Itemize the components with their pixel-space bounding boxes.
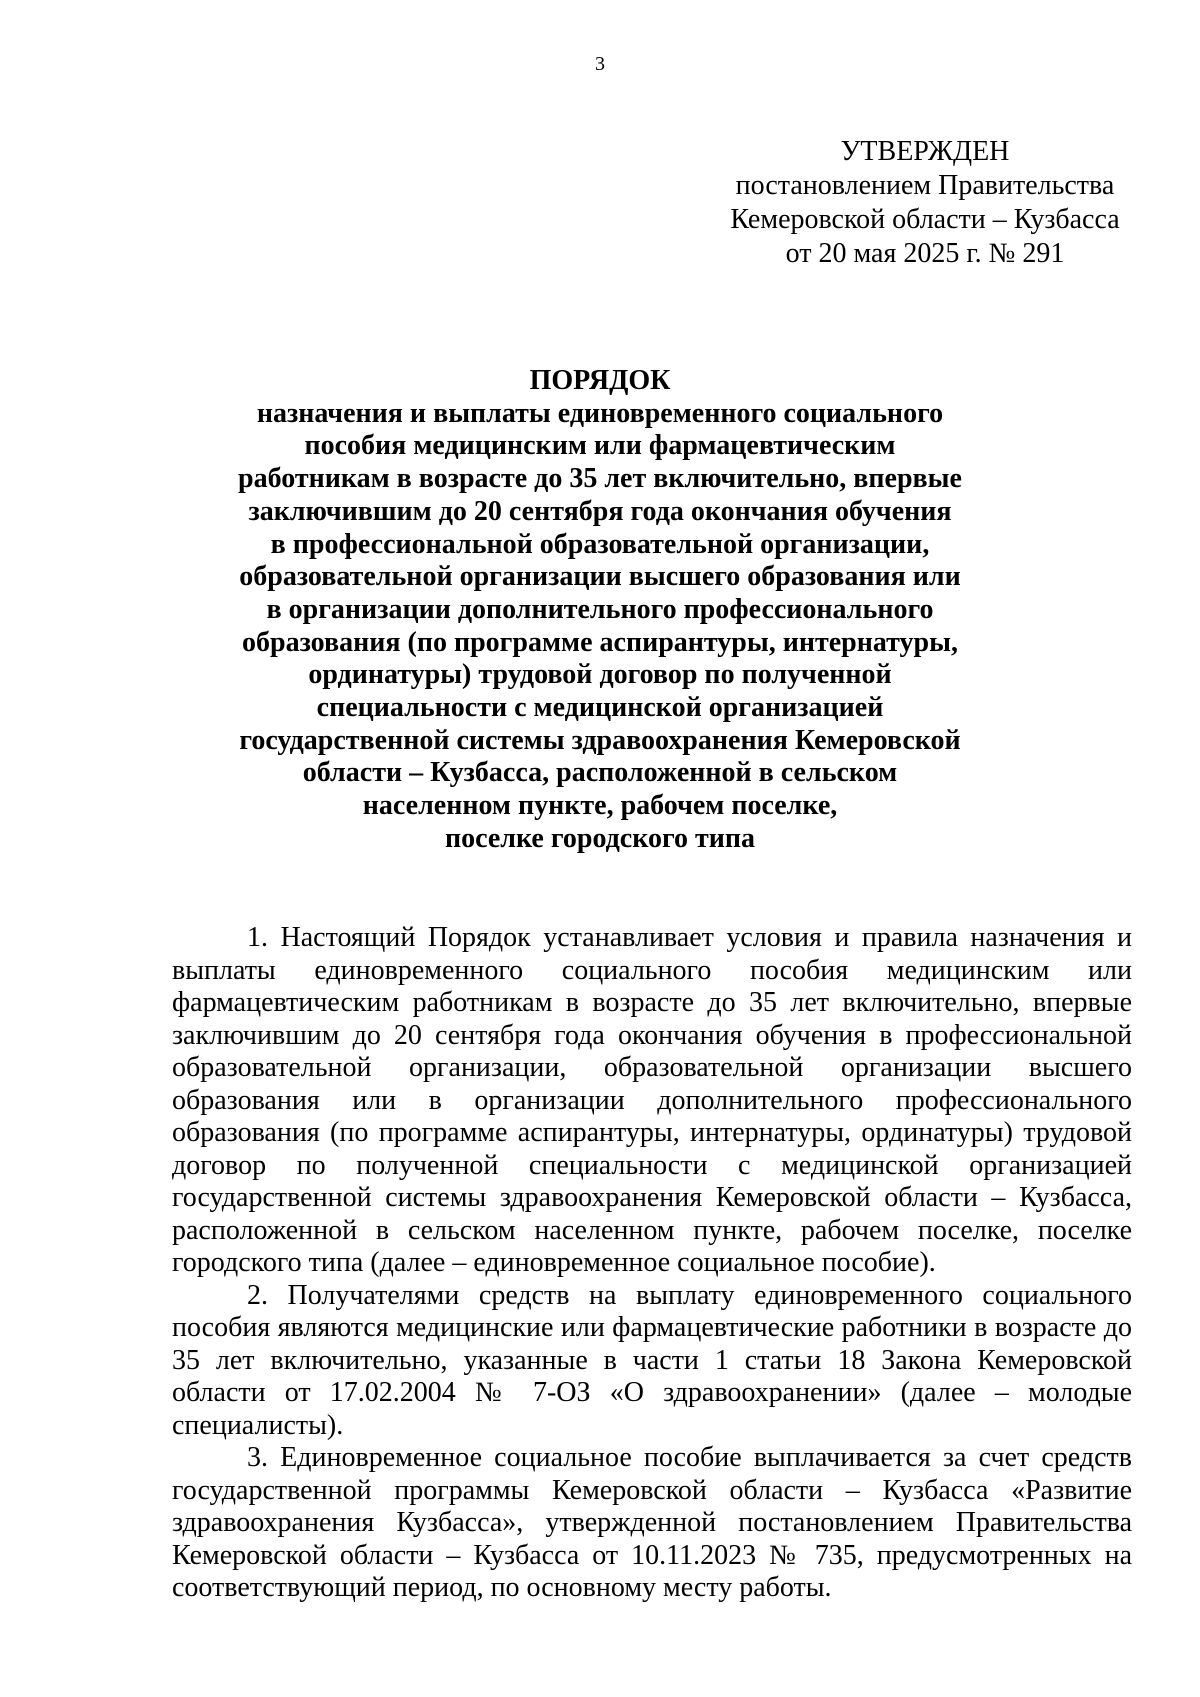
title-line: в организации дополнительного профессионального <box>266 593 934 625</box>
title-line: образовательной организации высшего образования или <box>239 561 961 593</box>
title-line: назначения и выплаты единовременного социального <box>256 397 944 429</box>
title-line: поселке городского типа <box>444 822 756 854</box>
approval-region: Кемеровской области – Кузбасса <box>730 204 1120 235</box>
paragraph-3: 3. Единовременное социальное пособие выплачивается за счет средств государственной программы Кемеровской области – Кузбасса «Развитие здравоохранения Кузбасса», утвержденной постановлением Правительства Кемеровской области – Кузбасса от 10.11.2023 № 735, предусмотренных на соответствующий период, по основному месту работы. <box>172 1442 1132 1603</box>
approval-authority: постановлением Правительства <box>735 170 1115 201</box>
title-line: в профессиональной образовательной организации, <box>270 528 930 560</box>
title-line: образования (по программе аспирантуры, интернатуры, <box>242 626 958 658</box>
document-title <box>0 365 1200 856</box>
document-body <box>172 922 1132 1605</box>
approval-status: УТВЕРЖДЕН <box>840 136 1010 167</box>
paragraph-2: 2. Получателями средств на выплату единовременного социального пособия являются медицинские или фармацевтические работники в возрасте до 35 лет включительно, указанные в части 1 статьи 18 Закона Кемеровской области от 17.02.2004 № 7-ОЗ «О здравоохранении» (далее – молодые специалисты). <box>172 1279 1132 1441</box>
title-line: ординатуры) трудовой договор по полученной <box>308 659 892 691</box>
page-number: 3 <box>595 53 605 75</box>
title-line: работникам в возрасте до 35 лет включительно, впервые <box>238 463 962 495</box>
title-line: государственной системы здравоохранения Кемеровской <box>239 724 961 756</box>
document-heading: ПОРЯДОК <box>529 365 671 396</box>
approval-block <box>680 135 1170 271</box>
title-line: заключившим до 20 сентября года окончания обучения <box>248 495 952 527</box>
paragraph-1: 1. Настоящий Порядок устанавливает условия и правила назначения и выплаты единовременного социального пособия медицинским или фармацевтическим работникам в возрасте до 35 лет включительно, впервые заключившим до 20 сентября года окончания обучения в профессиональной образовательной организации, образовательной организации высшего образования или в организации дополнительного профессионального образования (по программе аспирантуры, интернатуры, ординатуры) трудовой договор по полученной специальности с медицинской организацией государственной системы здравоохранения Кемеровской области – Кузбасса, расположенной в сельском населенном пункте, рабочем поселке, поселке городского типа (далее – единовременное социальное пособие). <box>172 922 1132 1278</box>
title-line: специальности с медицинской организацией <box>316 692 884 724</box>
title-line: населенном пункте, рабочем поселке, <box>362 790 838 822</box>
title-line: пособия медицинским или фармацевтическим <box>304 430 896 462</box>
approval-date-number: от 20 мая 2025 г. № 291 <box>785 238 1065 269</box>
title-line: области – Кузбасса, расположенной в сельском <box>302 757 898 789</box>
